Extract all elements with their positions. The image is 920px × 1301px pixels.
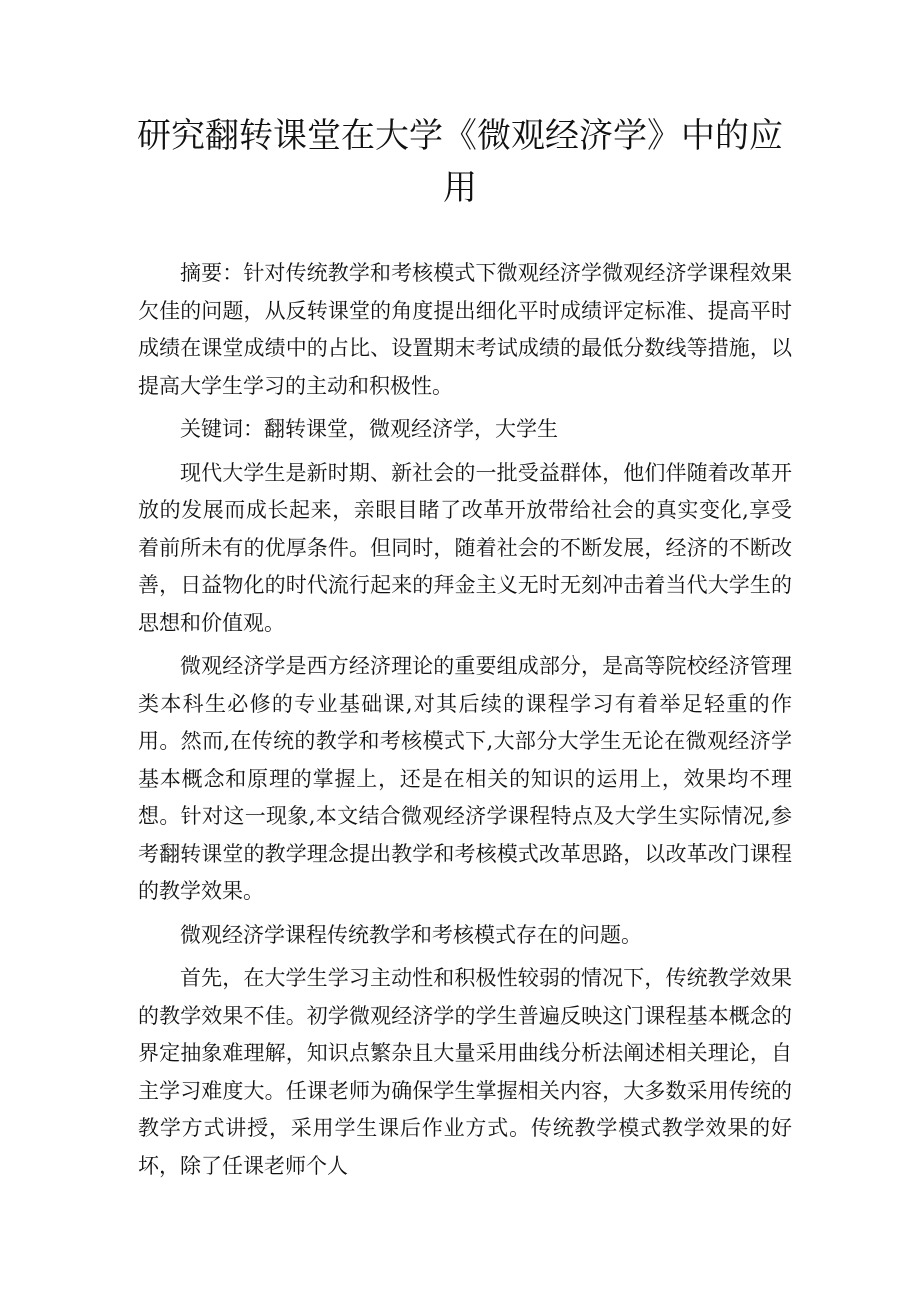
body-paragraph-1: 现代大学生是新时期、新社会的一批受益群体，他们伴随着改革开放的发展而成长起来，亲眼目睹了改革开放带给社会的真实变化,享受着前所未有的优厚条件。但同时，随着社会的不断发展，经济的不断改善，日益物化的时代流行起来的拜金主义无时无刻冲击着当代大学生的思想和价值观。 xyxy=(138,460,792,635)
document-body xyxy=(138,255,792,1185)
abstract-paragraph: 摘要：针对传统教学和考核模式下微观经济学微观经济学课程效果欠佳的问题，从反转课堂的角度提出细化平时成绩评定标准、提高平时成绩在课堂成绩中的占比、设置期末考试成绩的最低分数线等措施，以提高大学生学习的主动和积极性。 xyxy=(138,261,792,398)
keywords-line: 关键词：翻转课堂，微观经济学，大学生 xyxy=(180,417,558,441)
section-heading: 微观经济学课程传统教学和考核模式存在的问题。 xyxy=(180,922,642,947)
document-title: 研究翻转课堂在大学《微观经济学》中的应用 xyxy=(137,116,783,208)
body-paragraph-2: 微观经济学是西方经济理论的重要组成部分，是高等院校经济管理类本科生必修的专业基础课,对其后续的课程学习有着举足轻重的作用。然而,在传统的教学和考核模式下,大部分大学生无论在微观经济学基本概念和原理的掌握上，还是在相关的知识的运用上，效果均不理想。针对这一现象,本文结合微观经济学课程特点及大学生实际情况,参考翻转课堂的教学理念提出教学和考核模式改革思路，以改革改门课程的教学效果。 xyxy=(138,654,792,903)
body-paragraph-3: 首先，在大学生学习主动性和积极性较弱的情况下，传统教学效果的教学效果不佳。初学微观经济学的学生普遍反映这门课程基本概念的界定抽象难理解，知识点繁杂且大量采用曲线分析法阐述相关理论，自主学习难度大。任课老师为确保学生掌握相关内容，大多数采用传统的教学方式讲授，采用学生课后作业方式。传统教学模式教学效果的好坏，除了任课老师个人 xyxy=(138,966,792,1178)
